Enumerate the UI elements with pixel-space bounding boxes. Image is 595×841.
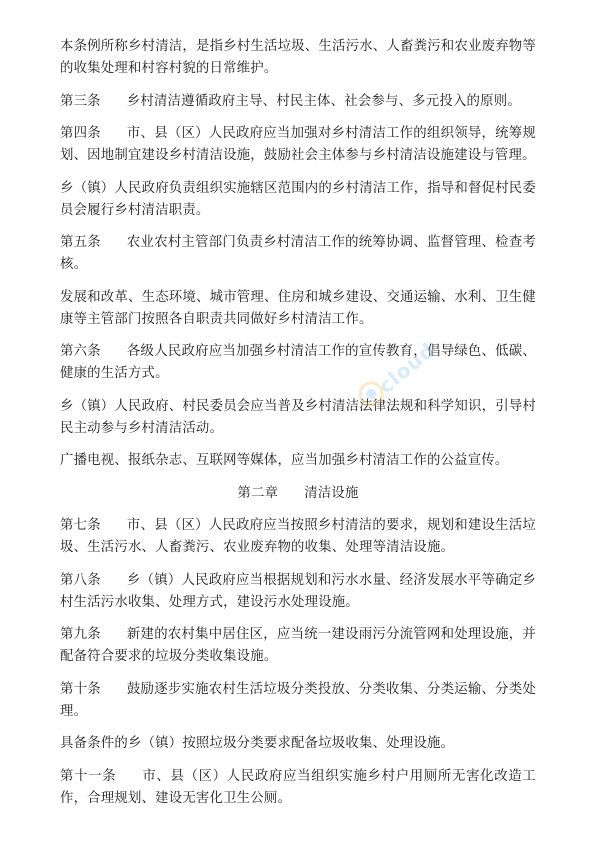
paragraph-text: 乡村清洁遵循政府主导、村民主体、社会参与、多元投入的原则。: [126, 93, 521, 109]
paragraph-definition: [60, 36, 536, 80]
paragraph-text: 新建的农村集中居住区，应当统一建设雨污分流管网和处理设施，并配备符合要求的垃圾分类收集设施。: [60, 627, 536, 664]
article-7: [60, 515, 536, 559]
article-number: 第十条: [60, 681, 101, 697]
document-body: [60, 36, 536, 820]
paragraph-qualified-townships: [60, 733, 536, 755]
article-3: [60, 91, 536, 113]
article-8: [60, 570, 536, 614]
paragraph-text: 发展和改革、生态环境、城市管理、住房和城乡建设、交通运输、水利、卫生健康等主管部门按照各自职责共同做好乡村清洁工作。: [60, 289, 536, 327]
article-5: [60, 232, 536, 276]
paragraph-text: 广播电视、报纸杂志、互联网等媒体，应当加强乡村清洁工作的公益宣传。: [60, 453, 509, 468]
paragraph-text: 乡（镇）人民政府应当根据规划和污水水量、经济发展水平等确定乡村生活污水收集、处理方式，建设污水处理设施。: [60, 572, 536, 610]
article-11: [60, 766, 536, 810]
paragraph-text: 鼓励逐步实施农村生活垃圾分类投放、分类收集、分类运输、分类处理。: [60, 681, 536, 719]
chapter-number: 第二章: [237, 485, 279, 501]
paragraph-departments: [60, 287, 536, 331]
article-4: [60, 123, 536, 167]
paragraph-text: 乡（镇）人民政府负责组织实施辖区范围内的乡村清洁工作，指导和督促村民委员会履行乡村清洁职责。: [60, 180, 536, 218]
article-10: [60, 679, 536, 723]
paragraph-text: 市、县（区）人民政府应当按照乡村清洁的要求，规划和建设生活垃圾、生活污水、人畜粪污、农业废弃物的收集、处理等清洁设施。: [60, 518, 536, 555]
article-number: 第七条: [60, 518, 101, 533]
chapter-heading: [60, 483, 536, 505]
paragraph-text: 乡（镇）人民政府、村民委员会应当普及乡村清洁法律法规和科学知识，引导村民主动参与乡村清洁活动。: [60, 398, 536, 436]
paragraph-media: [60, 450, 536, 472]
article-number: 第五条: [60, 235, 101, 250]
article-6: [60, 341, 536, 385]
article-number: 第六条: [60, 344, 101, 359]
paragraph-text: 市、县（区）人民政府应当加强对乡村清洁工作的组织领导，统筹规划、因地制宜建设乡村清洁设施，鼓励社会主体参与乡村清洁设施建设与管理。: [60, 126, 536, 163]
chapter-title: 清洁设施: [304, 485, 359, 501]
paragraph-text: 本条例所称乡村清洁，是指乡村生活垃圾、生活污水、人畜粪污和农业废弃物等的收集处理和村容村貌的日常维护。: [60, 39, 536, 76]
paragraph-township-duty: [60, 178, 536, 222]
paragraph-text: 具备条件的乡（镇）按照垃圾分类要求配备垃圾收集、处理设施。: [60, 736, 455, 751]
paragraph-text: 农业农村主管部门负责乡村清洁工作的统筹协调、监督管理、检查考核。: [60, 235, 536, 272]
paragraph-text: 各级人民政府应当加强乡村清洁工作的宣传教育，倡导绿色、低碳、健康的生活方式。: [60, 344, 536, 381]
article-number: 第十一条: [60, 768, 117, 784]
article-number: 第三条: [60, 93, 101, 109]
paragraph-text: 市、县（区）人民政府应当组织实施乡村户用厕所无害化改造工作，合理规划、建设无害化卫生公厕。: [60, 768, 536, 806]
article-9: [60, 624, 536, 668]
watermark-text: cloud: [373, 337, 440, 399]
article-number: 第八条: [60, 572, 101, 588]
paragraph-village-committee: [60, 396, 536, 440]
article-number: 第九条: [60, 627, 101, 642]
article-number: 第四条: [60, 126, 101, 141]
